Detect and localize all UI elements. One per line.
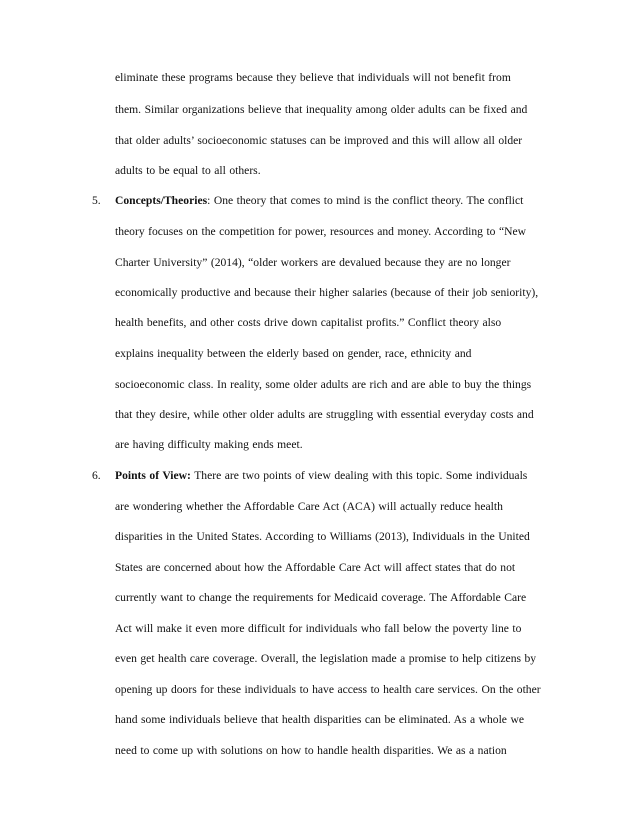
- item-6-number: 6.: [92, 469, 101, 482]
- item-5-line: that they desire, while other older adults are struggling with essential everyday costs and: [115, 408, 534, 421]
- item-5-line: are having difficulty making ends meet.: [115, 438, 303, 451]
- item-5-first-line-text: : One theory that comes to mind is the conflict theory. The conflict: [207, 194, 524, 207]
- item-5-line: economically productive and because their higher salaries (because of their job seniority),: [115, 286, 539, 299]
- item-6-first-line: [115, 469, 527, 483]
- item-5-number: 5.: [92, 194, 101, 207]
- continuation-line-1: eliminate these programs because they believe that individuals will not benefit from: [115, 71, 511, 84]
- item-6-line: need to come up with solutions on how to handle health disparities. We as a nation: [115, 744, 507, 757]
- item-5-line: explains inequality between the elderly based on gender, race, ethnicity and: [115, 347, 472, 360]
- item-6-line: States are concerned about how the Affordable Care Act will affect states that do not: [115, 561, 516, 574]
- continuation-line-3: that older adults’ socioeconomic statuses can be improved and this will allow all older: [115, 134, 523, 147]
- item-5-line: socioeconomic class. In reality, some older adults are rich and are able to buy the things: [115, 378, 532, 391]
- continuation-line-4: adults to be equal to all others.: [115, 164, 261, 177]
- item-6-line: Act will make it even more difficult for individuals who fall below the poverty line to: [115, 622, 522, 635]
- item-6-line: hand some individuals believe that health disparities can be eliminated. As a whole we: [115, 713, 524, 726]
- item-6-line: disparities in the United States. According to Williams (2013), Individuals in the United: [115, 530, 530, 543]
- item-5-line: theory focuses on the competition for power, resources and money. According to “New: [115, 225, 526, 238]
- item-6-line: even get health care coverage. Overall, the legislation made a promise to help citizens by: [115, 652, 537, 665]
- item-6-line: are wondering whether the Affordable Care Act (ACA) will actually reduce health: [115, 500, 503, 513]
- item-5-line: health benefits, and other costs drive down capitalist profits.” Conflict theory also: [115, 316, 502, 329]
- continuation-line-2: them. Similar organizations believe that inequality among older adults can be fixed and: [115, 103, 528, 116]
- item-6-line: currently want to change the requirements for Medicaid coverage. The Affordable Care: [115, 591, 527, 604]
- item-6-line: opening up doors for these individuals to have access to health care services. On the other: [115, 683, 541, 696]
- item-6-heading: Points of View:: [115, 469, 191, 482]
- item-5-first-line: [115, 194, 523, 208]
- item-6-first-line-text: There are two points of view dealing with this topic. Some individuals: [190, 469, 528, 482]
- item-5-heading: Concepts/Theories: [115, 194, 208, 207]
- item-5-line: Charter University” (2014), “older workers are devalued because they are no longer: [115, 256, 511, 269]
